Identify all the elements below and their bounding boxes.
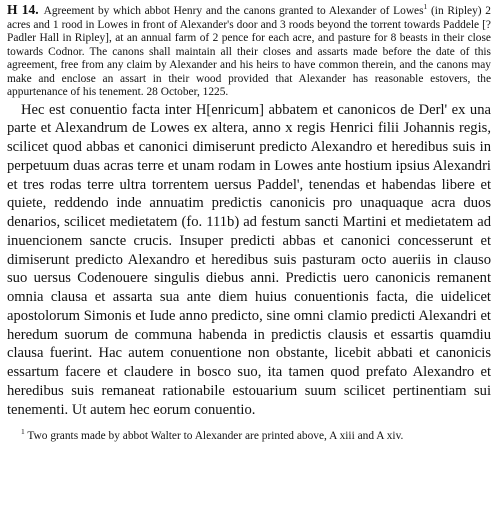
summary-text-continued: (in Ripley) 2 acres and 1 rood in Lowes in front of Alexander's door and 3 roods beyond the torrent towards Paddele [? Padler Hall in Ripley], at an annual farm of 2 pence for each acre, and pasture for 8 beasts in their close towards Codnor. The canons shall maintain all their closes and assarts made before the date of this agreement, free from any claim by Alexander and his heirs to have common therein, and the canons may make and enclose an assart in their wood provided that Alexander has reasonable estovers, the appurtenance of his tenement. 28 October, 1225. (7, 5, 491, 98)
entry-number: H 14. (7, 2, 39, 17)
footnote-marker: 1 (21, 427, 25, 437)
footnote-text: Two grants made by abbot Walter to Alexander are printed above, A xiii and A xiv. (24, 430, 404, 443)
footnote (7, 429, 491, 443)
english-summary (7, 3, 491, 100)
footnote-reference: 1 (423, 2, 428, 12)
document-page (7, 3, 491, 443)
latin-transcription: Hec est conuentio facta inter H[enricum] abbatem et canonicos de Derl' ex una parte et Alexandrum de Lowes ex altera, anno x regis Henrici filii Johannis regis, scilicet quod abbas et canonici dimiserunt predicto Alexandro et heredibus suis in perpetuum duas acras terre et unam rodam in Lowes ante hostium ipsius Alexandri et tres rodas terre ultra torrentem uersus Paddel', tenendas et habendas libere et quiete, reddendo inde annuatim predictis canonicis pro unaquaque acra duos denarios, scilicet medietatem (fo. 111b) ad festum sancti Martini et medietatem ad inuencionem sancte crucis. Insuper predicti abbas et canonici concesserunt et dimiserunt predicto Alexandro et heredibus suis pasturam octo aueriis in clauso suo uersus Codenouere singulis diebus anni. Predictis uero canonicis remanent omnia clausa et assarta sua ante diem huius conuentionis facta, die uidelicet apostolorum Simonis et Iude anno predicto, sine omni clamio predicti Alexandri et heredum suorum de communa habenda in predictis clausis et essartis quamdiu clausa fuerint. Hac autem conuentione non obstante, licebit abbati et canonicis essartum facere et claudere in bosco suo, ita tamen quod prefato Alexandro et heredibus suis remaneat rationabile estouarium suum scilicet pertinentiam sui tenementi. Ut autem hec eorum conuentio. (7, 101, 491, 418)
summary-text: Agreement by which abbot Henry and the canons granted to Alexander of Lowes (43, 5, 424, 17)
